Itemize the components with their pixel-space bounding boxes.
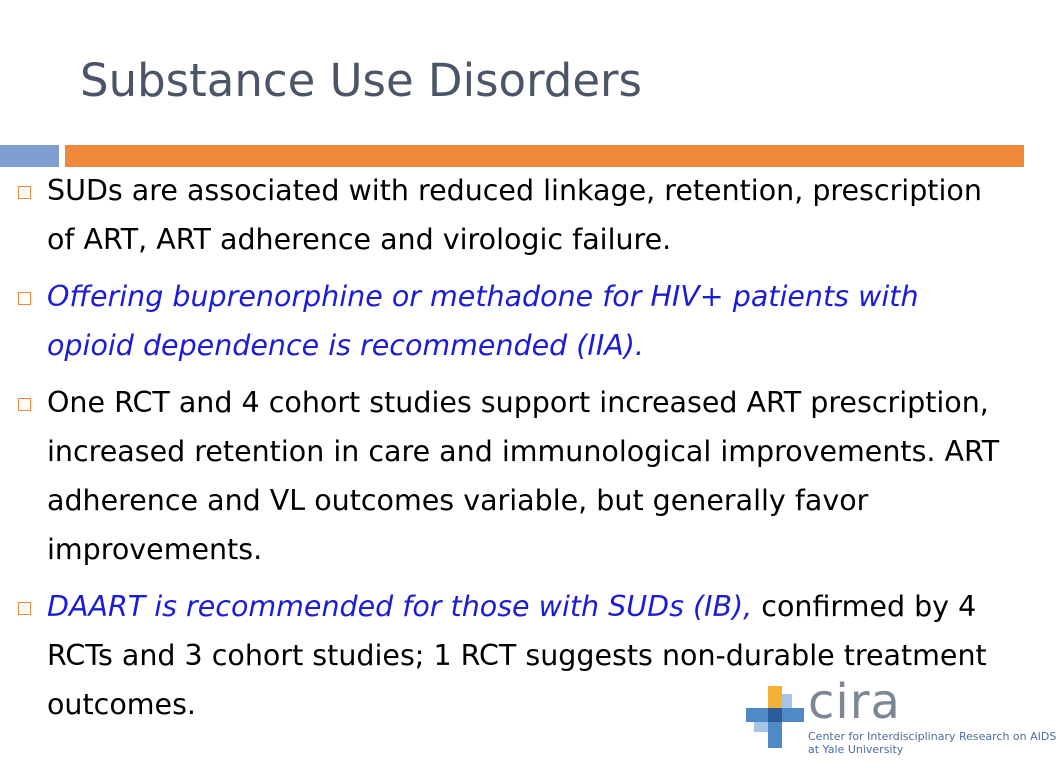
- logo-subtitle-line2: at Yale University: [808, 743, 904, 756]
- bullet-item: [18, 272, 1014, 370]
- bullet-item: [18, 378, 1014, 574]
- bullet-highlight-text: Offering buprenorphine or methadone for HIV+ patients with opioid dependence is recommended (IIA).: [47, 280, 919, 362]
- bullet-highlight-text: DAART is recommended for those with SUDs (IB),: [47, 590, 753, 623]
- slide-title: Substance Use Disorders: [80, 54, 642, 107]
- square-bullet-icon: [18, 602, 31, 615]
- square-bullet-icon: [18, 186, 31, 199]
- title-divider-orange: [65, 145, 1024, 167]
- bullet-text: confirmed by 4 RCTs and 3 cohort studies; 1 RCT suggests non-durable treatment outcomes.: [47, 590, 987, 721]
- logo-subtitle: [808, 730, 1056, 756]
- bullet-text: SUDs are associated with reduced linkage, retention, prescription of ART, ART adherence and virologic failure.: [47, 174, 982, 256]
- logo-subtitle-line1: Center for Interdisciplinary Research on AIDS: [808, 730, 1056, 743]
- cira-logo: [746, 674, 1056, 758]
- cira-wordmark: cira: [808, 674, 901, 730]
- square-bullet-icon: [18, 398, 31, 411]
- bullet-item: [18, 166, 1014, 264]
- bullet-list: [18, 166, 1014, 737]
- title-divider-blue: [0, 145, 59, 167]
- bullet-text: One RCT and 4 cohort studies support increased ART prescription, increased retention in care and immunological improvements. ART adherence and VL outcomes variable, but generally favor improvements.: [47, 386, 1000, 566]
- square-bullet-icon: [18, 292, 31, 305]
- cira-cross-icon: [746, 686, 806, 752]
